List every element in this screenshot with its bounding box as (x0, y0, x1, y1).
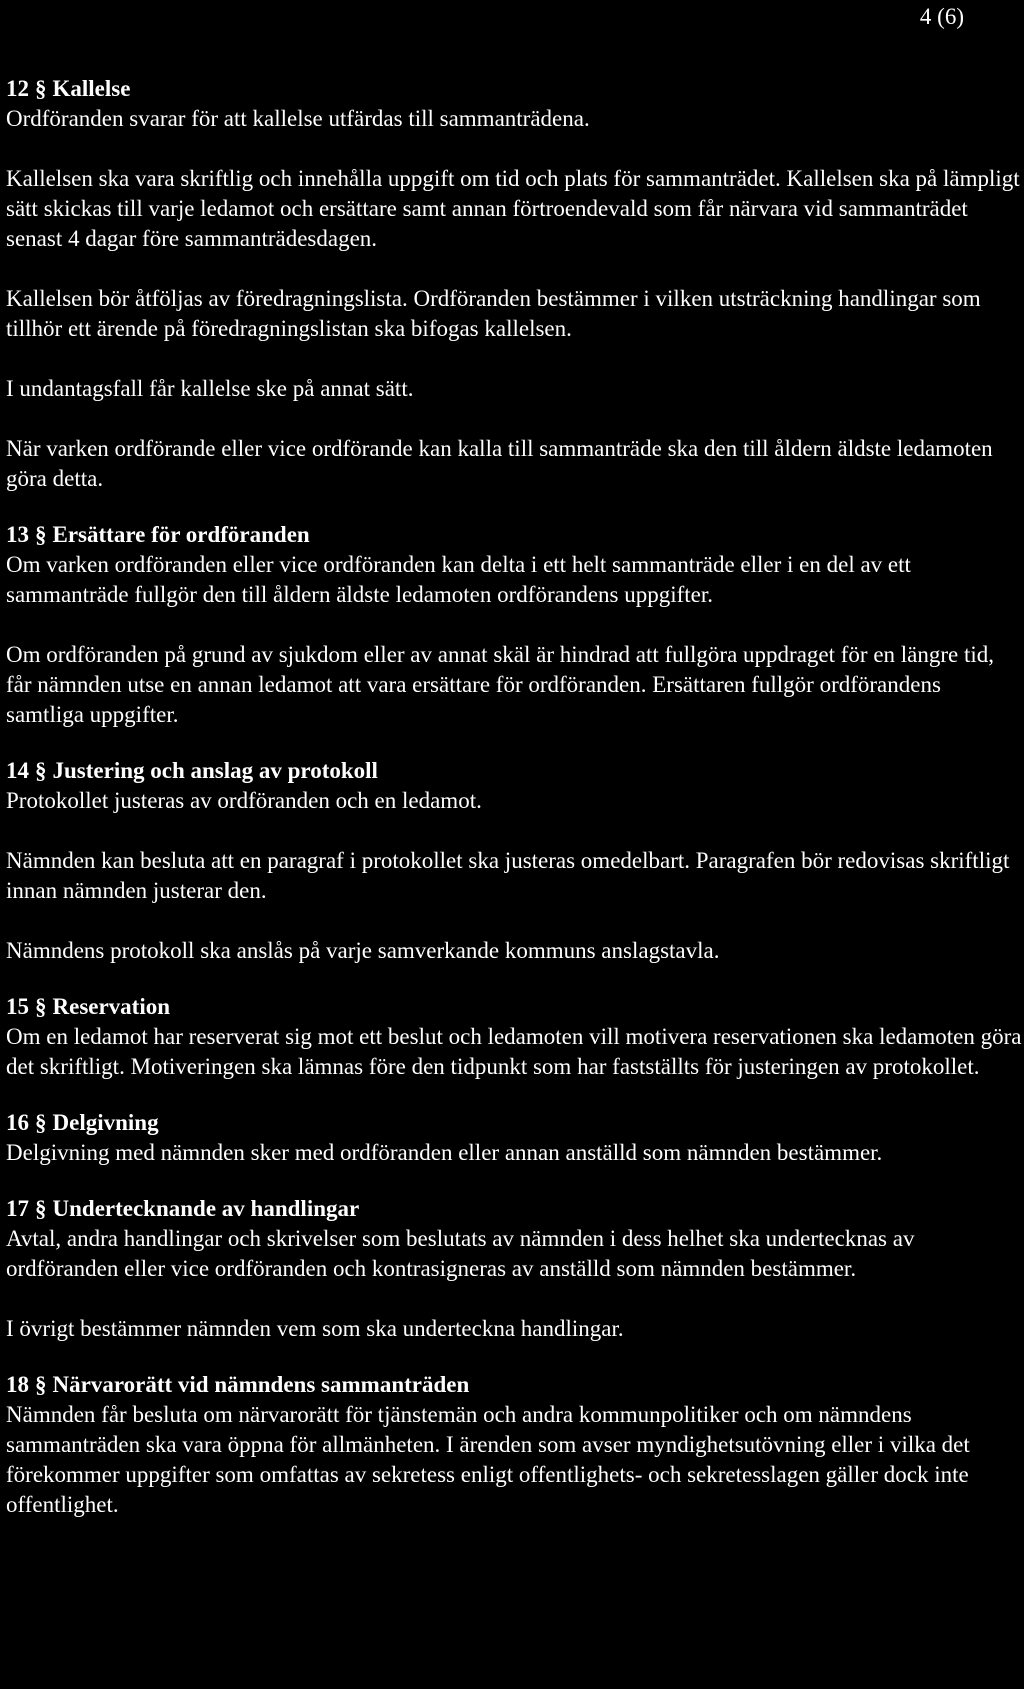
section-number: 18 (6, 1372, 29, 1397)
paragraph: Nämndens protokoll ska anslås på varje samverkande kommuns anslagstavla. (6, 938, 720, 963)
section-title: Reservation (52, 994, 171, 1019)
paragraph: Kallelsen ska vara skriftlig och innehålla uppgift om tid och plats för sammanträdet. Kallelsen ska på lämpligt sätt skickas till varje ledamot och ersättare samt annan förtroendevald som får närvara vid sammanträdet senast 4 dagar före sammanträdesdagen. (6, 166, 1020, 251)
paragraph: Om varken ordföranden eller vice ordföranden kan delta i ett helt sammanträde eller i en del av ett sammanträde fullgör den till åldern äldste ledamoten ordförandens uppgifter. (6, 552, 911, 607)
section-13-ersattare (6, 520, 1024, 730)
section-symbol: § (35, 994, 47, 1019)
section-title: Justering och anslag av protokoll (52, 758, 378, 783)
section-heading (6, 520, 1024, 550)
paragraph: Kallelsen bör åtföljas av föredragningslista. Ordföranden bestämmer i vilken utsträckning handlingar som tillhör ett ärende på föredragningslistan ska bifogas kallelsen. (6, 286, 981, 341)
section-symbol: § (35, 1110, 47, 1135)
section-title: Ersättare för ordföranden (52, 522, 310, 547)
document-body (6, 74, 1024, 1546)
section-number: 16 (6, 1110, 29, 1135)
paragraph: Om ordföranden på grund av sjukdom eller av annat skäl är hindrad att fullgöra uppdraget för en längre tid, får nämnden utse en annan ledamot att vara ersättare för ordföranden. Ersättaren fullgör ordförandens samtliga uppgifter. (6, 642, 995, 727)
paragraph: Delgivning med nämnden sker med ordföranden eller annan anställd som nämnden bestämmer. (6, 1140, 883, 1165)
paragraph: I undantagsfall får kallelse ske på annat sätt. (6, 376, 414, 401)
section-symbol: § (35, 1372, 47, 1397)
section-heading (6, 1370, 1024, 1400)
section-symbol: § (35, 522, 47, 547)
paragraph: Nämnden får besluta om närvarorätt för tjänstemän och andra kommunpolitiker och om nämndens sammanträden ska vara öppna för allmänheten. I ärenden som avser myndighetsutövning eller i vilka det förekommer uppgifter som omfattas av sekretess enligt offentlighets- och sekretesslagen gäller dock inte offentlighet. (6, 1402, 970, 1517)
paragraph: I övrigt bestämmer nämnden vem som ska underteckna handlingar. (6, 1316, 624, 1341)
section-15-reservation (6, 992, 1024, 1082)
section-number: 13 (6, 522, 29, 547)
section-14-justering (6, 756, 1024, 966)
page-number: 4 (6) (919, 4, 964, 29)
section-title: Kallelse (52, 76, 131, 101)
section-heading (6, 756, 1024, 786)
section-title: Delgivning (52, 1110, 159, 1135)
section-symbol: § (35, 76, 47, 101)
section-number: 17 (6, 1196, 29, 1221)
section-heading (6, 992, 1024, 1022)
section-heading (6, 1108, 1024, 1138)
section-number: 15 (6, 994, 29, 1019)
paragraph: Protokollet justeras av ordföranden och en ledamot. (6, 788, 482, 813)
section-number: 12 (6, 76, 29, 101)
section-number: 14 (6, 758, 29, 783)
section-symbol: § (35, 1196, 47, 1221)
paragraph: När varken ordförande eller vice ordförande kan kalla till sammanträde ska den till åldern äldste ledamoten göra detta. (6, 436, 993, 491)
section-16-delgivning (6, 1108, 1024, 1168)
section-17-undertecknande (6, 1194, 1024, 1344)
section-title: Närvarorätt vid nämndens sammanträden (52, 1372, 470, 1397)
section-12-kallelse (6, 74, 1024, 494)
paragraph: Nämnden kan besluta att en paragraf i protokollet ska justeras omedelbart. Paragrafen bör redovisas skriftligt innan nämnden justerar den. (6, 848, 1010, 903)
section-heading (6, 1194, 1024, 1224)
section-title: Undertecknande av handlingar (52, 1196, 360, 1221)
section-18-narvarоratt (6, 1370, 1024, 1520)
paragraph: Om en ledamot har reserverat sig mot ett beslut och ledamoten vill motivera reservationen ska ledamoten göra det skriftligt. Motiveringen ska lämnas före den tidpunkt som har fastställts för justeringen av protokollet. (6, 1024, 1022, 1079)
section-symbol: § (35, 758, 47, 783)
paragraph: Avtal, andra handlingar och skrivelser som beslutats av nämnden i dess helhet ska undertecknas av ordföranden eller vice ordföranden och kontrasigneras av anställd som nämnden bestämmer. (6, 1226, 915, 1281)
paragraph: Ordföranden svarar för att kallelse utfärdas till sammanträdena. (6, 106, 590, 131)
section-heading (6, 74, 1024, 104)
